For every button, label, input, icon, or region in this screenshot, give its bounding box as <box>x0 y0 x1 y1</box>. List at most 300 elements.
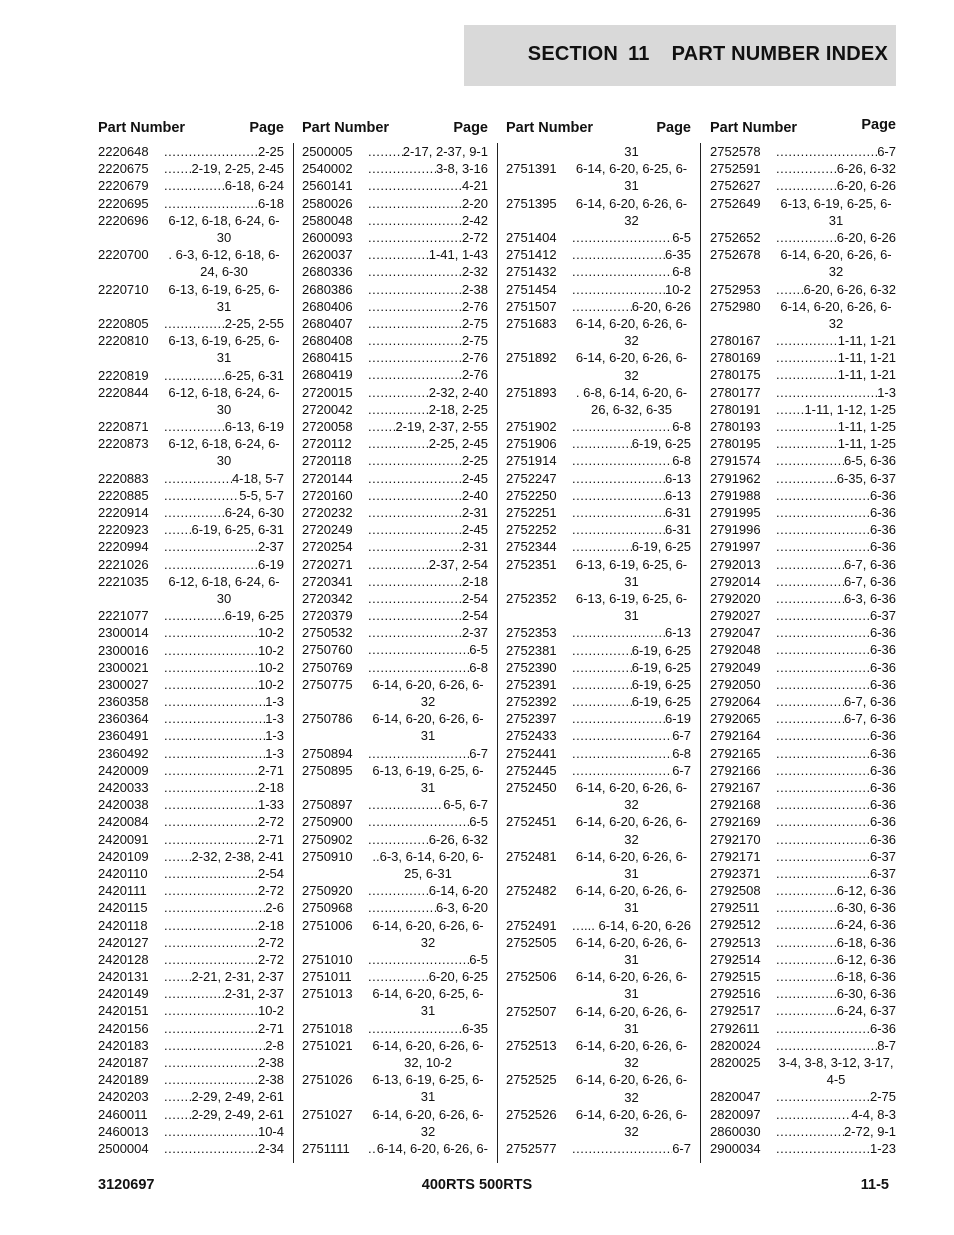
dot-leader <box>776 349 838 366</box>
page-ref-cell <box>164 1020 284 1037</box>
part-number: 2791574 <box>710 453 761 469</box>
page-references: 10-2 <box>257 659 284 675</box>
index-entry <box>710 195 896 229</box>
page-ref-cell <box>368 160 488 177</box>
page-ref-cell <box>572 298 691 315</box>
part-number: 2750769 <box>302 659 353 675</box>
part-number: 2780191 <box>710 401 761 417</box>
index-entry <box>302 848 488 882</box>
dot-leader <box>164 607 225 624</box>
page-references: 6-13, 6-19, 6-25, 6-31 <box>372 762 484 795</box>
dot-leader <box>368 899 436 916</box>
index-entry <box>98 624 284 641</box>
page-ref-cell <box>776 624 896 641</box>
dot-leader <box>368 968 429 985</box>
dot-leader <box>572 418 672 435</box>
page-ref-cell <box>164 848 284 865</box>
part-number: 2751011 <box>302 969 352 985</box>
page-ref-cell <box>572 848 691 882</box>
page-references: 4-21 <box>461 178 488 194</box>
page-references: 2-32 <box>461 264 488 280</box>
page-references: 6-24, 6-37 <box>836 1003 896 1019</box>
index-entry <box>710 796 896 813</box>
index-entry <box>98 727 284 744</box>
page-references: 2-31 <box>461 539 488 555</box>
part-number: 2680406 <box>302 298 353 314</box>
index-entry <box>710 1140 896 1157</box>
page-references: 6-20, 6-26, 6-32 <box>803 281 896 297</box>
page-ref-cell <box>572 384 691 418</box>
part-number: 2791988 <box>710 487 761 503</box>
page-ref-cell <box>164 934 284 951</box>
dot-leader <box>164 556 258 573</box>
dot-leader <box>164 418 225 435</box>
part-number: 2792166 <box>710 762 761 778</box>
dot-leader <box>368 659 469 676</box>
dot-leader <box>368 538 462 555</box>
index-entry <box>302 1037 488 1071</box>
index-entry <box>506 229 691 246</box>
part-number: 2220871 <box>98 419 149 435</box>
dot-leader <box>776 934 837 951</box>
page-ref-cell <box>776 384 896 401</box>
page-ref-cell <box>572 556 691 590</box>
dot-leader <box>164 1140 258 1157</box>
page-ref-cell <box>776 899 896 916</box>
page-ref-cell <box>368 538 488 555</box>
dot-leader <box>776 1037 877 1054</box>
part-number: 2780195 <box>710 436 761 452</box>
part-number: 2752252 <box>506 522 557 538</box>
index-entry <box>710 160 896 177</box>
part-number: 2220914 <box>98 505 149 521</box>
part-number: 2360358 <box>98 694 149 710</box>
part-number: 2680415 <box>302 350 353 366</box>
part-number: 2460013 <box>98 1123 149 1139</box>
part-number: 2220923 <box>98 522 149 538</box>
page-references: 5-5, 5-7 <box>239 487 284 503</box>
index-entry <box>98 521 284 538</box>
index-entry <box>710 246 896 280</box>
page-ref-cell <box>164 556 284 573</box>
page-references: 2-38 <box>257 1072 284 1088</box>
part-number: 2220700 <box>98 247 149 263</box>
dot-leader <box>776 504 870 521</box>
part-number: 2752381 <box>506 642 557 658</box>
index-entry <box>302 195 488 212</box>
page-references: 1-41, 1-43 <box>428 247 488 263</box>
page-references: 6-7, 6-36 <box>843 694 896 710</box>
page-references: 6-13, 6-19, 6-25, 6-31 <box>168 333 280 366</box>
part-number: 2751412 <box>506 247 557 263</box>
page-references: 2-71 <box>257 762 284 778</box>
dot-leader <box>776 538 870 555</box>
part-number: 2752445 <box>506 762 557 778</box>
page-references: 6-36 <box>869 625 896 641</box>
index-entry <box>98 573 284 607</box>
page-references: 6-19, 6-25 <box>631 694 691 710</box>
part-number: 2420151 <box>98 1003 149 1019</box>
page-ref-cell <box>776 349 896 366</box>
page-ref-cell <box>776 813 896 830</box>
dot-leader <box>164 504 225 521</box>
page-references: 2-17, 2-37, 9-1 <box>402 144 488 159</box>
index-entry <box>710 470 896 487</box>
index-entry <box>710 281 896 298</box>
part-number: 2791997 <box>710 539 761 555</box>
index-entry <box>506 470 691 487</box>
page-references: 6-18, 6-36 <box>836 934 896 950</box>
part-number: 2751902 <box>506 419 557 435</box>
dot-leader <box>368 332 462 349</box>
page-ref-cell <box>368 212 488 229</box>
page-references: 1-11, 1-12, 1-25 <box>804 401 896 417</box>
index-entry <box>98 796 284 813</box>
dot-leader <box>572 246 665 263</box>
page-ref-cell <box>368 281 488 298</box>
index-entry <box>302 452 488 469</box>
index-entry <box>302 143 488 160</box>
index-entry <box>302 951 488 968</box>
part-number: 2820097 <box>710 1106 761 1122</box>
part-number: 2220883 <box>98 470 149 486</box>
index-entry <box>710 332 896 349</box>
page-references: 6-37 <box>869 608 896 624</box>
part-number: 2792371 <box>710 865 761 881</box>
part-number: 2792165 <box>710 745 761 761</box>
part-number: 2300027 <box>98 676 149 692</box>
index-entry <box>98 1037 284 1054</box>
page-ref-cell <box>572 315 691 349</box>
page-references: 6-13, 6-19, 6-25, 6-31 <box>372 1072 484 1105</box>
page-ref-cell <box>164 521 284 538</box>
index-entry <box>98 384 284 418</box>
dot-leader <box>572 298 632 315</box>
dot-leader <box>776 229 837 246</box>
part-number: 2720271 <box>302 556 353 572</box>
index-entry <box>506 263 691 280</box>
part-number: 2792508 <box>710 883 761 899</box>
page-ref-cell <box>776 573 896 590</box>
index-entry <box>98 985 284 1002</box>
index-entry <box>98 418 284 435</box>
index-entry <box>98 779 284 796</box>
page-ref-cell <box>776 470 896 487</box>
page-references: 6-36 <box>869 487 896 503</box>
index-entry <box>506 281 691 298</box>
page-ref-cell <box>368 401 488 418</box>
page-ref-cell <box>164 624 284 641</box>
page-ref-cell <box>368 504 488 521</box>
part-number: 2792171 <box>710 848 761 864</box>
page-references: 6-14, 6-20, 6-26, 6-32 <box>575 350 688 383</box>
dot-leader <box>776 470 837 487</box>
page-references: 2-72 <box>257 883 284 899</box>
index-entry <box>302 1106 488 1140</box>
index-rows <box>98 143 284 1157</box>
page-ref-cell <box>572 659 691 676</box>
dot-leader <box>776 1020 870 1037</box>
index-entry <box>302 160 488 177</box>
part-number: 2752525 <box>506 1072 557 1088</box>
part-number: 2720015 <box>302 384 353 400</box>
index-entry <box>98 212 284 246</box>
page-ref-cell <box>776 143 896 160</box>
index-entry <box>98 1088 284 1105</box>
page-references: 6-20, 6-26 <box>631 298 691 314</box>
page-references: 2-72, 9-1 <box>843 1123 896 1139</box>
part-number: 2420084 <box>98 814 149 830</box>
part-number: 2680408 <box>302 333 353 349</box>
page-references: 6-19, 6-25 <box>631 659 691 675</box>
dot-leader <box>164 848 191 865</box>
index-entry <box>98 332 284 366</box>
index-entry <box>710 435 896 452</box>
dot-leader <box>776 281 803 298</box>
part-number: 2420033 <box>98 780 149 796</box>
part-number: 2720042 <box>302 401 353 417</box>
part-number: 2751914 <box>506 453 557 469</box>
page-references: 2-76 <box>461 367 488 383</box>
page-references: 2-32, 2-40 <box>428 384 488 400</box>
dot-leader <box>572 435 632 452</box>
page-ref-cell <box>164 813 284 830</box>
part-number: 2360364 <box>98 711 149 727</box>
index-entry <box>506 1106 691 1140</box>
part-number: 2792513 <box>710 934 761 950</box>
index-entry <box>710 1106 896 1123</box>
dot-leader <box>776 435 838 452</box>
dot-leader <box>776 624 870 641</box>
page-references: 2-31, 2-37 <box>224 986 284 1002</box>
page-ref-cell <box>368 435 488 452</box>
index-entry <box>302 521 488 538</box>
dot-leader <box>776 1123 844 1140</box>
page-references: 6-36 <box>869 728 896 744</box>
page-references: 6-13 <box>664 487 691 503</box>
page-ref-cell <box>164 796 284 813</box>
page-ref-cell <box>164 676 284 693</box>
dot-leader <box>572 762 672 779</box>
dot-leader <box>164 1123 258 1140</box>
part-number: 2221077 <box>98 608 149 624</box>
dot-leader <box>776 607 870 624</box>
part-number: 2752353 <box>506 625 557 641</box>
part-number: 2220648 <box>98 144 149 159</box>
page-ref-cell <box>572 779 691 813</box>
index-entry <box>98 367 284 384</box>
page-ref-cell <box>776 521 896 538</box>
part-number: 2750910 <box>302 848 353 864</box>
page-ref-cell <box>164 281 284 315</box>
page-ref-cell <box>164 367 284 384</box>
dot-leader <box>572 917 580 934</box>
index-entry <box>506 745 691 762</box>
part-number: 2752450 <box>506 780 557 796</box>
page-references: 6-7, 6-36 <box>843 711 896 727</box>
part-number: 2792611 <box>710 1020 760 1036</box>
dot-leader <box>164 1037 265 1054</box>
page-ref-cell <box>776 281 896 298</box>
page-ref-cell <box>776 641 896 658</box>
part-number: 2792516 <box>710 986 761 1002</box>
part-number: 2752652 <box>710 229 761 245</box>
page-references: 6-12, 6-18, 6-24, 6-30 <box>168 573 280 606</box>
part-number: 2750775 <box>302 676 353 692</box>
part-number: 2780169 <box>710 350 761 366</box>
dot-leader <box>164 951 258 968</box>
page-references: 2-25 <box>461 453 488 469</box>
index-entry <box>710 452 896 469</box>
dot-leader <box>164 1071 258 1088</box>
dot-leader <box>164 143 258 160</box>
dot-leader <box>368 951 469 968</box>
page-references: 2-45 <box>461 470 488 486</box>
page-ref-cell <box>776 607 896 624</box>
page-references: 4-18, 5-7 <box>231 470 284 486</box>
page-ref-cell <box>164 693 284 710</box>
page-references: 6-5, 6-7 <box>443 797 488 813</box>
dot-leader <box>368 504 462 521</box>
page-ref-cell <box>776 1088 896 1105</box>
page-ref-cell <box>164 1002 284 1019</box>
part-number: 2220710 <box>98 281 149 297</box>
footer-page-number: 11-5 <box>860 1177 889 1193</box>
index-entry <box>302 659 488 676</box>
index-entry <box>506 779 691 813</box>
page-references: 1-3 <box>265 745 284 761</box>
page-references: 2-19, 2-37, 2-55 <box>395 419 488 434</box>
page-ref-cell <box>368 143 488 160</box>
page-ref-cell <box>572 624 691 641</box>
dot-leader <box>776 848 870 865</box>
part-number: 2300016 <box>98 642 149 658</box>
part-number: 2600093 <box>302 229 353 245</box>
page-references: 6-20, 6-26 <box>836 178 896 194</box>
part-number: 2791962 <box>710 470 761 486</box>
dot-leader <box>572 452 672 469</box>
page-references: ..6-3, 6-14, 6-20, 6-25, 6-31 <box>372 848 484 881</box>
dot-leader <box>164 538 258 555</box>
index-entry <box>710 831 896 848</box>
page-ref-cell <box>164 177 284 194</box>
dot-leader <box>572 642 632 659</box>
page-references: 10-2 <box>664 281 691 297</box>
page-references: 2-18 <box>257 917 284 933</box>
page-references: 2-76 <box>461 350 488 366</box>
page-references: 6-35 <box>461 1020 488 1036</box>
page-references: 6-5, 6-36 <box>843 453 896 469</box>
page-references: 4-4, 8-3 <box>851 1106 896 1122</box>
part-number: 2751395 <box>506 195 557 211</box>
page-references: 6-19, 6-25 <box>631 436 691 452</box>
dot-leader <box>776 693 844 710</box>
page-ref-cell <box>776 865 896 882</box>
index-entry <box>710 1020 896 1037</box>
page-references: 3-8, 3-16 <box>435 161 488 177</box>
dot-leader <box>368 229 462 246</box>
part-number: 2792169 <box>710 814 761 830</box>
index-entry <box>98 1071 284 1088</box>
dot-leader <box>368 177 462 194</box>
index-entry <box>710 1054 896 1088</box>
part-number <box>506 143 572 160</box>
dot-leader <box>164 762 258 779</box>
page-references: 2-18 <box>257 780 284 796</box>
index-entry <box>506 934 691 968</box>
index-entry <box>506 1037 691 1071</box>
index-entry <box>98 1106 284 1123</box>
index-entry <box>302 315 488 332</box>
index-entry <box>98 538 284 555</box>
page-references: 2-71 <box>257 831 284 847</box>
dot-leader <box>164 624 258 641</box>
page-ref-cell <box>572 160 691 194</box>
index-entry <box>302 813 488 830</box>
page-ref-cell <box>164 607 284 624</box>
part-number: 2752980 <box>710 298 761 314</box>
dot-leader <box>164 1106 191 1123</box>
page-ref-cell <box>368 229 488 246</box>
part-number: 2460011 <box>98 1106 148 1122</box>
index-entry <box>506 693 691 710</box>
part-number: 2792014 <box>710 573 761 589</box>
page-references: 2-54 <box>461 590 488 606</box>
dot-leader <box>164 315 225 332</box>
dot-leader <box>572 281 665 298</box>
page-references: 6-14, 6-20, 6-26, 6-32 <box>780 298 892 331</box>
page-ref-cell <box>164 1123 284 1140</box>
page-ref-cell <box>572 745 691 762</box>
part-number: 2220885 <box>98 487 149 503</box>
page-references: 2-38 <box>461 281 488 297</box>
index-entry <box>710 143 896 160</box>
index-entry <box>302 985 488 1019</box>
page-references: 6-12, 6-36 <box>836 883 896 899</box>
index-entry <box>710 813 896 830</box>
page-ref-cell <box>368 315 488 332</box>
page-references: . 6-3, 6-12, 6-18, 6-24, 6-30 <box>168 247 280 280</box>
page-ref-cell <box>368 762 488 796</box>
page-ref-cell <box>164 143 284 160</box>
part-number: 2221026 <box>98 556 149 572</box>
page-references: 6-14, 6-20 <box>428 883 488 899</box>
part-number: 2751454 <box>506 281 557 297</box>
index-entry <box>98 899 284 916</box>
page-references: 2-72 <box>461 229 488 245</box>
part-number: 2752351 <box>506 556 557 572</box>
index-entry <box>710 349 896 366</box>
dot-leader <box>368 1020 462 1037</box>
page-references: 1-11, 1-21 <box>837 333 896 349</box>
index-entry <box>98 831 284 848</box>
part-number: 2792515 <box>710 969 761 985</box>
dot-leader <box>164 1002 258 1019</box>
page-ref-cell <box>776 1140 896 1157</box>
page-ref-cell <box>368 985 488 1019</box>
page-references: 6-5 <box>469 814 488 830</box>
index-entry <box>98 143 284 160</box>
index-entry <box>302 263 488 280</box>
page-ref-cell <box>776 882 896 899</box>
part-number: 2420111 <box>98 883 147 899</box>
page-ref-cell <box>776 1020 896 1037</box>
index-entry <box>302 349 488 366</box>
part-number: 2751507 <box>506 298 557 314</box>
page-references: 6-24, 6-30 <box>224 505 284 521</box>
page-ref-cell <box>776 487 896 504</box>
page-references: 2-37 <box>461 625 488 641</box>
